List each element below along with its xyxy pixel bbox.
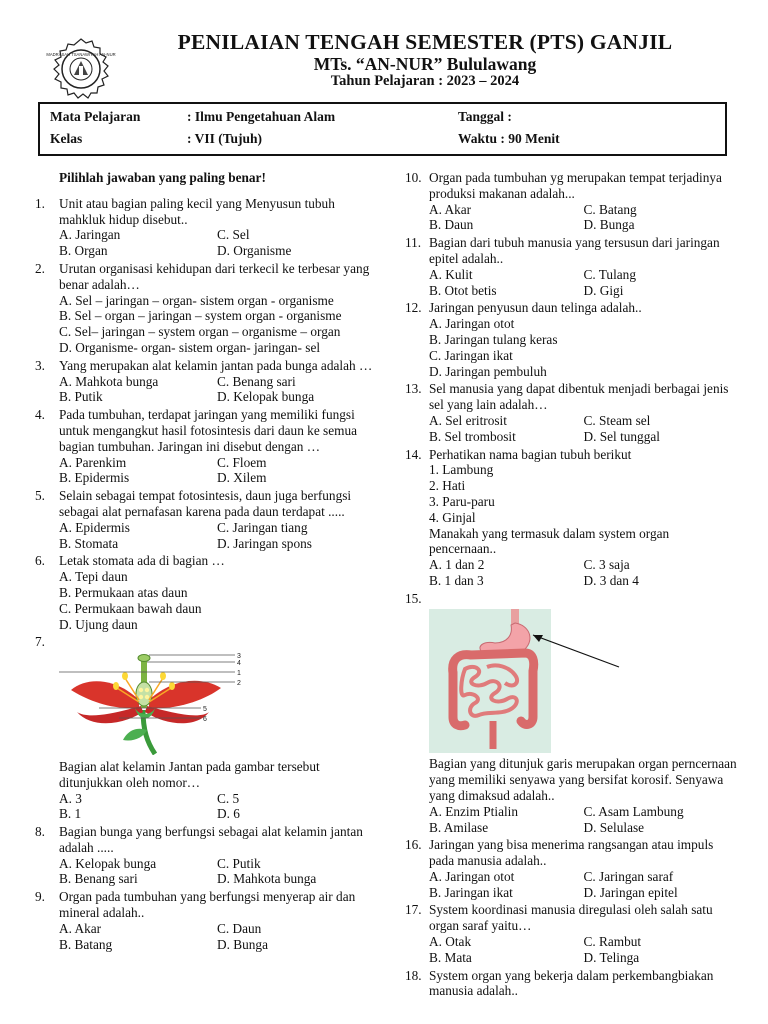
- question-text: Unit atau bagian paling kecil yang Menyusun tubuh mahkluk hidup disebut..: [59, 195, 335, 227]
- question-text: Yang merupakan alat kelamin jantan pada bunga adalah …: [59, 357, 373, 373]
- question-text: Bagian alat kelamin Jantan pada gambar tersebut ditunjukkan oleh nomor…: [59, 758, 320, 790]
- question-15: 15. Bagian yang ditunjuk garis merupakan organ perncernaan yang memiliki senyawa yang bersifat korosif. Senyawa yang dimaksud adalah.. A. Enzim Ptialin C. Asam Lambung B. Amilase D. Selulase: [405, 590, 737, 835]
- question-text: System koordinasi manusia diregulasi oleh salah satu organ saraf yaitu…: [429, 902, 713, 934]
- question-column-right: [405, 170, 738, 999]
- instruction: Pilihlah jawaban yang paling benar!: [59, 170, 266, 185]
- option-c: C. Steam sel: [583, 412, 651, 428]
- option-a: A. Enzim Ptialin: [429, 803, 519, 819]
- option-c: C. Floem: [217, 454, 267, 470]
- option-b: B. Jaringan tulang keras: [429, 331, 558, 347]
- option-b: B. 1 dan 3: [429, 572, 484, 588]
- option-a: A. 3: [59, 790, 82, 806]
- question-9: 9. Organ pada tumbuhan yang berfungsi menyerap air dan mineral adalah.. A. Akar C. Daun B. Batang D. Bunga: [35, 889, 375, 952]
- option-d: D. Organisme: [217, 243, 292, 259]
- option-a: A. Jaringan otot: [429, 316, 515, 332]
- option-a: A. Akar: [429, 201, 472, 217]
- question-12: 12. Jaringan penyusun daun telinga adalah.. A. Jaringan otot B. Jaringan tulang keras C. Jaringan ikat D. Jaringan pembuluh: [405, 300, 738, 379]
- question-text: Jaringan yang bisa menerima rangsangan atau impuls pada manusia adalah..: [429, 837, 714, 869]
- option-c: C. Rambut: [583, 934, 642, 950]
- option-b: B. Batang: [59, 936, 113, 952]
- option-b: B. Permukaan atas daun: [59, 584, 188, 600]
- school-logo: [41, 38, 121, 100]
- option-d: D. 6: [217, 806, 240, 822]
- question-2: 2. Urutan organisasi kehidupan dari terkecil ke terbesar yang benar adalah… A. Sel – jaringan – organ- sistem organ - organisme B. Sel – organ – jaringan – system organ - organisme C. Sel– jaringan – system organ – organisme – organ D. Organisme- organ- sistem organ- jaringan- sel: [35, 261, 375, 356]
- option-a: A. Jaringan otot: [429, 868, 515, 884]
- option-c: C. Tulang: [583, 266, 636, 282]
- question-column-left: [35, 170, 375, 952]
- option-d: D. Bunga: [583, 217, 635, 233]
- label-2: 2: [237, 680, 241, 688]
- option-c: C. Sel– jaringan – system organ – organisme – organ: [59, 324, 341, 340]
- option-b: B. Otot betis: [429, 282, 497, 298]
- option-a: A. Akar: [59, 920, 102, 936]
- option-b: B. Daun: [429, 217, 474, 233]
- label-1: 1: [237, 670, 241, 678]
- subject-label: Mata Pelajaran: [50, 109, 141, 124]
- question-8: 8. Bagian bunga yang berfungsi sebagai alat kelamin jantan adalah ..... A. Kelopak bunga C. Putik B. Benang sari D. Mahkota bunga: [35, 824, 375, 887]
- list-item: 4. Ginjal: [429, 509, 476, 525]
- option-a: A. Sel eritrosit: [429, 412, 507, 428]
- logo-text: MADRASAH TSANAWIYAH AN-NUR: [46, 52, 116, 57]
- option-a: A. Tepi daun: [59, 569, 128, 585]
- option-b: B. Organ: [59, 243, 108, 259]
- option-d: D. Xilem: [217, 470, 267, 486]
- school-name: MTs. “AN-NUR” Bulula​wang: [313, 54, 537, 74]
- option-c: C. Sel: [217, 227, 250, 243]
- digestive-system-diagram: [429, 609, 629, 753]
- flower-diagram: [59, 650, 359, 755]
- option-b: B. Benang sari: [59, 871, 138, 887]
- option-d: D. Sel tunggal: [583, 428, 660, 444]
- option-c: C. Daun: [217, 920, 262, 936]
- option-b: B. Sel trombosit: [429, 428, 516, 444]
- question-6: 6. Letak stomata ada di bagian … A. Tepi daun B. Permukaan atas daun C. Permukaan bawah daun D. Ujung daun: [35, 553, 375, 632]
- option-d: D. Organisme- organ- sistem organ- jaringan- sel: [59, 339, 321, 355]
- question-text: Sel manusia yang dapat dibentuk menjadi berbagai jenis sel yang lain adalah…: [429, 381, 729, 413]
- option-b: B. Mata: [429, 949, 472, 965]
- option-b: B. Putik: [59, 389, 103, 405]
- question-10: 10. Organ pada tumbuhan yg merupakan tempat terjadinya produksi makanan adalah... A. Akar C. Batang B. Daun D. Bunga: [405, 170, 738, 233]
- option-d: D. Jaringan epitel: [583, 884, 678, 900]
- question-text: System organ yang bekerja dalam perkembangbiakan manusia adalah..: [429, 967, 714, 999]
- option-c: C. Batang: [583, 201, 637, 217]
- option-b: B. Sel – organ – jaringan – system organ - organisme: [59, 308, 342, 324]
- label-3: 3: [237, 653, 241, 661]
- question-3: 3. Yang merupakan alat kelamin jantan pada bunga adalah … A. Mahkota bunga C. Benang sari B. Putik D. Kelopak bunga: [35, 358, 375, 405]
- question-text: Pada tumbuhan, terdapat jaringan yang memiliki fungsi untuk mengangkut hasil fotosintesis dari daun ke semua bagian tumbuhan. Jaringan ini disebut dengan …: [59, 407, 358, 454]
- list-item: 2. Hati: [429, 478, 466, 494]
- question-13: 13. Sel manusia yang dapat dibentuk menjadi berbagai jenis sel yang lain adalah… A. Sel eritrosit C. Steam sel B. Sel trombosit D. Sel tunggal: [405, 381, 738, 444]
- option-c: C. Permukaan bawah daun: [59, 600, 202, 616]
- question-1: 1. Unit atau bagian paling kecil yang Menyusun tubuh mahkluk hidup disebut.. A. Jaringan C. Sel B. Organ D. Organisme: [35, 196, 375, 259]
- label-4: 4: [237, 660, 241, 668]
- question-18: 18. System organ yang bekerja dalam perkembangbiakan manusia adalah..: [405, 968, 738, 1000]
- option-c: C. Putik: [217, 855, 261, 871]
- question-text: Urutan organisasi kehidupan dari terkecil ke terbesar yang benar adalah…: [59, 260, 370, 292]
- option-b: B. 1: [59, 806, 82, 822]
- option-d: D. Bunga: [217, 936, 268, 952]
- option-a: A. Otak: [429, 934, 472, 950]
- question-text: Bagian dari tubuh manusia yang tersusun dari jaringan epitel adalah..: [429, 235, 720, 266]
- option-c: C. 3 saja: [583, 557, 630, 573]
- option-c: C. Benang sari: [217, 373, 296, 389]
- option-d: D. Gigi: [583, 282, 624, 298]
- exam-info-box: [38, 102, 727, 156]
- option-c: C. Jaringan ikat: [429, 347, 513, 363]
- option-a: A. Jaringan: [59, 227, 121, 243]
- academic-year: Tahun Pelajaran : 2023 – 2024: [330, 73, 520, 89]
- question-text: Perhatikan nama bagian tubuh berikut: [429, 446, 632, 462]
- time-label: Waktu : 90 Menit: [458, 131, 560, 146]
- option-c: C. Jaringan saraf: [583, 868, 674, 884]
- option-b: B. Jaringan ikat: [429, 884, 513, 900]
- option-a: A. Parenkim: [59, 454, 127, 470]
- subject-value: : Ilmu Pengetahuan Alam: [187, 109, 336, 124]
- question-5: 5. Selain sebagai tempat fotosintesis, daun juga berfungsi sebagai alat pernafasan karena pada daun terdapat ..... A. Epidermis C. Jaringan tiang B. Stomata D. Jaringan spons: [35, 488, 375, 551]
- question-4: 4. Pada tumbuhan, terdapat jaringan yang memiliki fungsi untuk mengangkut hasil fotosintesis dari daun ke semua bagian tumbuhan. Jaringan ini disebut dengan … A. Parenkim C. Floem B. Epidermis D. Xilem: [35, 407, 375, 486]
- option-c: C. Jaringan tiang: [217, 519, 308, 535]
- option-a: A. Epidermis: [59, 519, 130, 535]
- question-16: 16. Jaringan yang bisa menerima rangsangan atau impuls pada manusia adalah.. A. Jaringan otot C. Jaringan saraf B. Jaringan ikat D. Jaringan epitel: [405, 837, 738, 900]
- class-value: : VII (Tujuh): [187, 131, 263, 146]
- question-17: 17. System koordinasi manusia diregulasi oleh salah satu organ saraf yaitu… A. Otak C. Rambut B. Mata D. Telinga: [405, 902, 738, 965]
- option-d: D. Jaringan pembuluh: [429, 363, 547, 379]
- option-c: C. 5: [217, 790, 240, 806]
- option-c: C. Asam Lambung: [583, 803, 684, 819]
- option-a: A. Kelopak bunga: [59, 855, 157, 871]
- class-label: Kelas: [50, 131, 83, 146]
- question-text: Bagian bunga yang berfungsi sebagai alat kelamin jantan adalah .....: [59, 824, 363, 855]
- question-text: Organ pada tumbuhan yg merupakan tempat terjadinya produksi makanan adalah...: [429, 170, 722, 201]
- option-a: A. Sel – jaringan – organ- sistem organ - organisme: [59, 292, 334, 308]
- exam-title: PENILAIAN TENGAH SEMESTER (PTS) GANJIL: [177, 30, 673, 54]
- option-d: D. Ujung daun: [59, 616, 138, 632]
- option-a: A. 1 dan 2: [429, 557, 485, 573]
- option-d: D. Jaringan spons: [217, 535, 312, 551]
- question-text: Organ pada tumbuhan yang berfungsi menyerap air dan mineral adalah..: [59, 889, 356, 921]
- question-text: Letak stomata ada di bagian …: [59, 553, 225, 569]
- option-b: B. Epidermis: [59, 470, 130, 486]
- option-d: D. Telinga: [583, 949, 640, 965]
- option-a: A. Mahkota bunga: [59, 373, 159, 389]
- option-b: B. Stomata: [59, 535, 119, 551]
- option-d: D. Selulase: [583, 819, 645, 835]
- question-14: 14. Perhatikan nama bagian tubuh berikut 1. Lambung 2. Hati 3. Paru-paru 4. Ginjal Manakah yang termasuk dalam system organ pencernaan.. A. 1 dan 2 C. 3 saja B. 1 dan 3 D. 3 dan 4: [405, 447, 738, 589]
- question-text: Jaringan penyusun daun telinga adalah..: [429, 300, 642, 316]
- option-d: D. Kelopak bunga: [217, 389, 315, 405]
- list-item: 1. Lambung: [429, 462, 494, 478]
- option-b: B. Amilase: [429, 819, 489, 835]
- question-7: 7. 3 4 1 2 5 6 Bagian alat kelamin Jantan pada gambar tersebut ditunjukkan oleh nomor… A. 3 C. 5 B. 1 D. 6: [35, 634, 375, 822]
- option-d: D. Mahkota bunga: [217, 871, 317, 887]
- list-item: 3. Paru-paru: [429, 493, 495, 509]
- label-6: 6: [203, 716, 207, 724]
- question-text-continued: Manakah yang termasuk dalam system organ pencernaan..: [429, 525, 670, 557]
- option-d: D. 3 dan 4: [583, 572, 639, 588]
- question-text: Bagian yang ditunjuk garis merupakan organ perncernaan yang memiliki senyawa yang bersifat korosif. Senyawa yang dimaksud adalah..: [429, 756, 737, 803]
- question-text: Selain sebagai tempat fotosintesis, daun juga berfungsi sebagai alat pernafasan karena pada daun terdapat .....: [59, 488, 352, 519]
- date-label: Tanggal :: [458, 109, 512, 124]
- option-a: A. Kulit: [429, 266, 473, 282]
- question-11: 11. Bagian dari tubuh manusia yang tersusun dari jaringan epitel adalah.. A. Kulit C. Tulang B. Otot betis D. Gigi: [405, 235, 738, 298]
- label-5: 5: [203, 706, 207, 714]
